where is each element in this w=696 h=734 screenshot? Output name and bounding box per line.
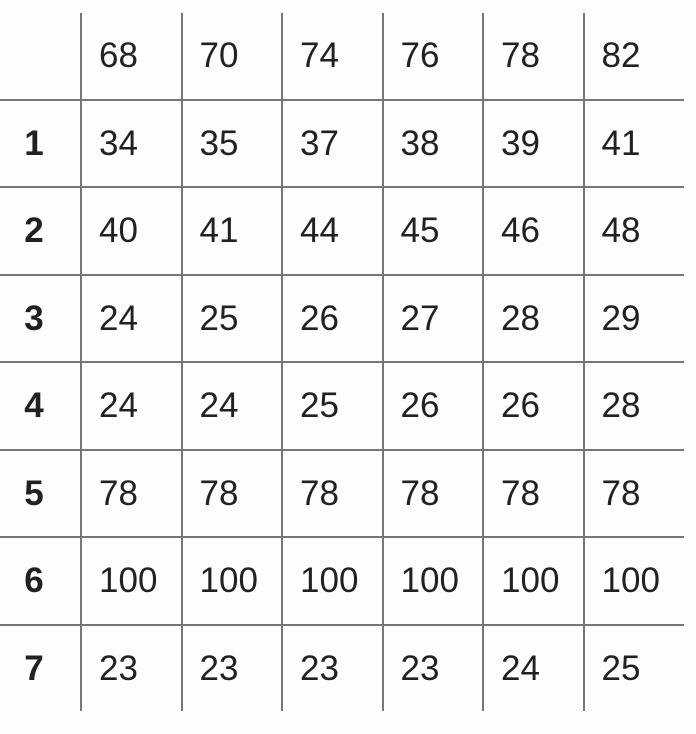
row-label: 1 — [0, 100, 81, 188]
column-header: 74 — [282, 13, 383, 100]
value-cell: 41 — [584, 100, 684, 188]
value-cell: 26 — [383, 362, 484, 450]
value-cell: 100 — [383, 537, 484, 625]
value-cell: 23 — [383, 625, 484, 712]
value-cell: 23 — [182, 625, 283, 712]
column-header: 76 — [383, 13, 484, 100]
value-cell: 48 — [584, 187, 684, 275]
table-row — [0, 625, 684, 712]
value-cell: 35 — [182, 100, 283, 188]
value-cell: 40 — [81, 187, 182, 275]
value-cell: 78 — [483, 450, 584, 538]
row-label: 3 — [0, 275, 81, 363]
value-cell: 23 — [282, 625, 383, 712]
corner-cell — [0, 13, 81, 100]
value-cell: 44 — [282, 187, 383, 275]
row-label: 5 — [0, 450, 81, 538]
value-cell: 25 — [584, 625, 684, 712]
value-cell: 100 — [483, 537, 584, 625]
value-cell: 25 — [182, 275, 283, 363]
value-cell: 78 — [383, 450, 484, 538]
value-cell: 24 — [81, 275, 182, 363]
table-row — [0, 275, 684, 363]
value-cell: 34 — [81, 100, 182, 188]
value-cell: 27 — [383, 275, 484, 363]
value-cell: 24 — [483, 625, 584, 712]
value-cell: 78 — [182, 450, 283, 538]
value-cell: 28 — [584, 362, 684, 450]
table-row — [0, 362, 684, 450]
value-cell: 25 — [282, 362, 383, 450]
value-cell: 100 — [584, 537, 684, 625]
value-cell: 39 — [483, 100, 584, 188]
value-cell: 23 — [81, 625, 182, 712]
column-header: 70 — [182, 13, 283, 100]
value-cell: 26 — [282, 275, 383, 363]
table-row — [0, 537, 684, 625]
row-label: 6 — [0, 537, 81, 625]
value-cell: 100 — [182, 537, 283, 625]
column-header: 78 — [483, 13, 584, 100]
value-cell: 37 — [282, 100, 383, 188]
value-cell: 100 — [81, 537, 182, 625]
row-label: 7 — [0, 625, 81, 712]
column-header: 68 — [81, 13, 182, 100]
value-cell: 78 — [81, 450, 182, 538]
value-cell: 78 — [282, 450, 383, 538]
value-cell: 46 — [483, 187, 584, 275]
table-row — [0, 100, 684, 188]
value-cell: 45 — [383, 187, 484, 275]
table-row — [0, 450, 684, 538]
value-cell: 41 — [182, 187, 283, 275]
value-cell: 38 — [383, 100, 484, 188]
value-cell: 24 — [182, 362, 283, 450]
table-row — [0, 187, 684, 275]
header-row — [0, 13, 684, 100]
value-cell: 28 — [483, 275, 584, 363]
row-label: 2 — [0, 187, 81, 275]
table-header — [0, 13, 684, 100]
row-label: 4 — [0, 362, 81, 450]
value-cell: 78 — [584, 450, 684, 538]
value-cell: 29 — [584, 275, 684, 363]
table-body — [0, 100, 684, 712]
value-cell: 26 — [483, 362, 584, 450]
data-table — [0, 13, 684, 711]
column-header: 82 — [584, 13, 684, 100]
value-cell: 100 — [282, 537, 383, 625]
value-cell: 24 — [81, 362, 182, 450]
